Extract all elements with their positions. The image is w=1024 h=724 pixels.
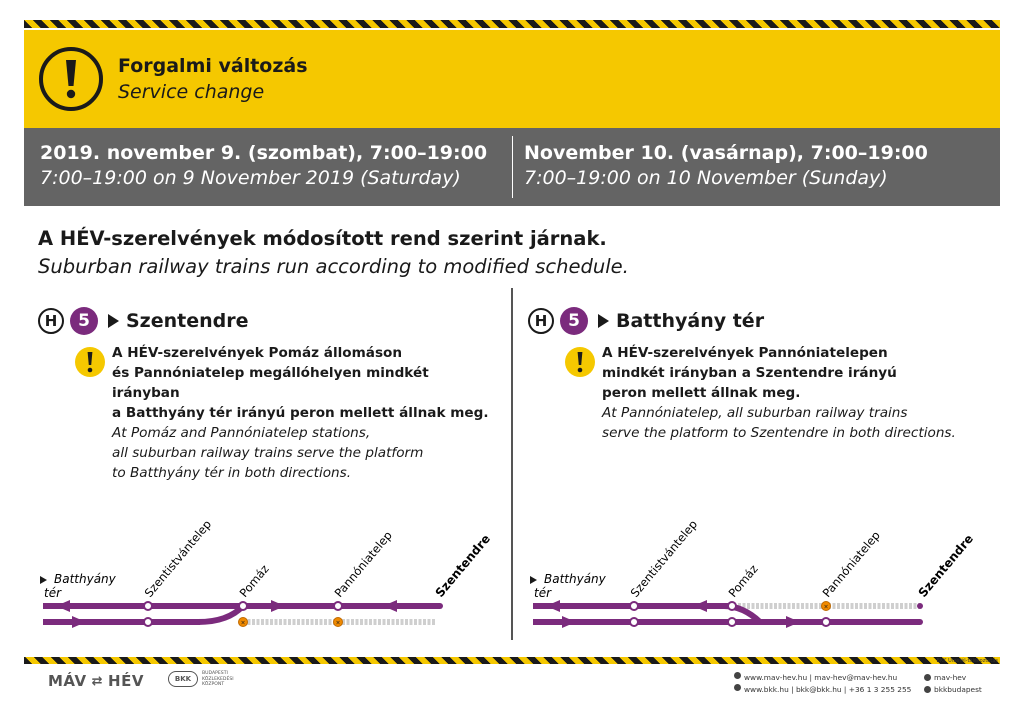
left-terminus-label-1: Batthyány: [544, 572, 606, 586]
platform-notice: [112, 343, 498, 483]
track-arrow: [546, 600, 560, 612]
track-arrow: [383, 600, 397, 612]
hev-icon: H: [38, 308, 64, 334]
direction-szentendre: [38, 300, 498, 640]
terminus-dot: [917, 603, 923, 609]
track-arrow: [693, 600, 707, 612]
social-icon: [924, 686, 931, 693]
social-links: [924, 672, 982, 696]
header-title-en: Service change: [118, 81, 265, 103]
destination-label: Batthyány tér: [616, 310, 765, 332]
notice-hu: A HÉV-szerelvények Pannóniatelepen mindkét irányban a Szentendre irányú peron mellett állnak meg.: [602, 345, 897, 401]
track-arrow: [56, 600, 70, 612]
station-label: Pannóniatelep: [819, 528, 883, 600]
bkk-mark: BKK: [168, 671, 198, 687]
station-label: Pannóniatelep: [331, 528, 395, 600]
date-saturday-hu: 2019. november 9. (szombat), 7:00–19:00: [40, 142, 488, 164]
destination-label: Szentendre: [126, 310, 249, 332]
globe-icon: [734, 684, 741, 691]
track-arrow: [72, 616, 86, 628]
date-sunday-en: 7:00–19:00 on 10 November (Sunday): [524, 167, 888, 189]
direction-arrow-icon: [108, 314, 119, 328]
mav-logo-text: MÁV: [48, 672, 87, 690]
closed-mark: ×: [335, 619, 341, 627]
social-mav-hev[interactable]: mav-hev: [934, 673, 967, 682]
station-label: Szentistvántelep: [627, 517, 701, 600]
station-dot: [822, 618, 830, 626]
terminus-dot: [437, 603, 443, 609]
service-change-header: [24, 30, 1000, 128]
terminus-label: Szentendre: [915, 531, 977, 600]
left-terminus-label-1: Batthyány: [54, 572, 116, 586]
line-number-badge: 5: [560, 307, 588, 335]
bkk-text: BUDAPESTI KÖZLEKEDÉSI KÖZPONT: [202, 671, 234, 687]
exclamation-icon: [38, 46, 104, 112]
bkk-logo: [168, 671, 234, 688]
track-diagram: [528, 517, 1008, 640]
line-header: [38, 304, 249, 338]
hev-icon: H: [528, 308, 554, 334]
date-bar: [24, 128, 1000, 206]
headline-en: Suburban railway trains run according to modified schedule.: [38, 255, 629, 278]
hev-logo-text: HÉV: [108, 672, 144, 690]
notice-en: At Pannóniatelep, all suburban railway trains serve the platform to Szentendre in both directions.: [602, 405, 956, 441]
left-arrow-icon: [530, 576, 537, 584]
closed-mark: ×: [240, 619, 246, 627]
station-dot: [630, 618, 638, 626]
track-arrow: [271, 600, 285, 612]
date-sunday: [524, 142, 928, 189]
warning-icon: [564, 346, 596, 378]
top-hazard-stripe: [24, 20, 1000, 28]
line-number-badge: 5: [70, 307, 98, 335]
station-label: Pomáz: [236, 561, 272, 600]
left-terminus-label-2: tér: [44, 586, 62, 600]
footer-hazard-stripe: [24, 657, 1000, 664]
track-diagram: [38, 517, 518, 640]
footer-note: BKK Utasfél-tájékoztatás: [936, 658, 998, 664]
track-arrow: [562, 616, 576, 628]
station-dot: [239, 602, 247, 610]
track-arrow: [786, 616, 800, 628]
terminus-dot: [917, 619, 923, 625]
terminus-label: Szentendre: [432, 531, 494, 600]
date-sunday-hu: November 10. (vasárnap), 7:00–19:00: [524, 142, 928, 164]
headline-hu: A HÉV-szerelvények módosított rend szerint járnak.: [38, 227, 607, 250]
station-dot: [728, 602, 736, 610]
date-saturday-en: 7:00–19:00 on 9 November 2019 (Saturday): [40, 167, 461, 189]
direction-arrow-icon: [598, 314, 609, 328]
contact-info: [734, 672, 911, 696]
station-label: Pomáz: [725, 561, 761, 600]
station-dot: [630, 602, 638, 610]
closed-mark: ×: [823, 603, 829, 611]
date-divider: [512, 136, 513, 198]
station-label: Szentistvántelep: [141, 517, 215, 600]
logo-arrows-icon: ⇄: [91, 673, 104, 689]
platform-notice: [602, 343, 956, 443]
mav-hev-contact[interactable]: www.mav-hev.hu | mav-hev@mav-hev.hu: [744, 673, 898, 682]
bkk-contact[interactable]: www.bkk.hu | bkk@bkk.hu | +36 1 3 255 255: [744, 685, 912, 694]
station-dot: [144, 602, 152, 610]
station-dot: [334, 602, 342, 610]
warning-icon: [74, 346, 106, 378]
globe-icon: [734, 672, 741, 679]
mav-hev-logo: [48, 672, 144, 690]
left-terminus-label-2: tér: [534, 586, 552, 600]
line-header: [528, 304, 764, 338]
social-bkk[interactable]: bkkbudapest: [934, 685, 982, 694]
direction-batthyany: [528, 300, 988, 640]
header-title-hu: Forgalmi változás: [118, 55, 308, 77]
notice-hu: A HÉV-szerelvények Pomáz állomáson és Pannóniatelep megállóhelyen mindkét irányban a Batthyány tér irányú peron mellett állnak meg.: [112, 345, 489, 421]
notice-en: At Pomáz and Pannóniatelep stations, all suburban railway trains serve the platform to Batthyány tér in both directions.: [112, 425, 424, 481]
social-icon: [924, 674, 931, 681]
left-arrow-icon: [40, 576, 47, 584]
station-dot: [144, 618, 152, 626]
date-saturday: [40, 142, 487, 189]
station-dot: [728, 618, 736, 626]
